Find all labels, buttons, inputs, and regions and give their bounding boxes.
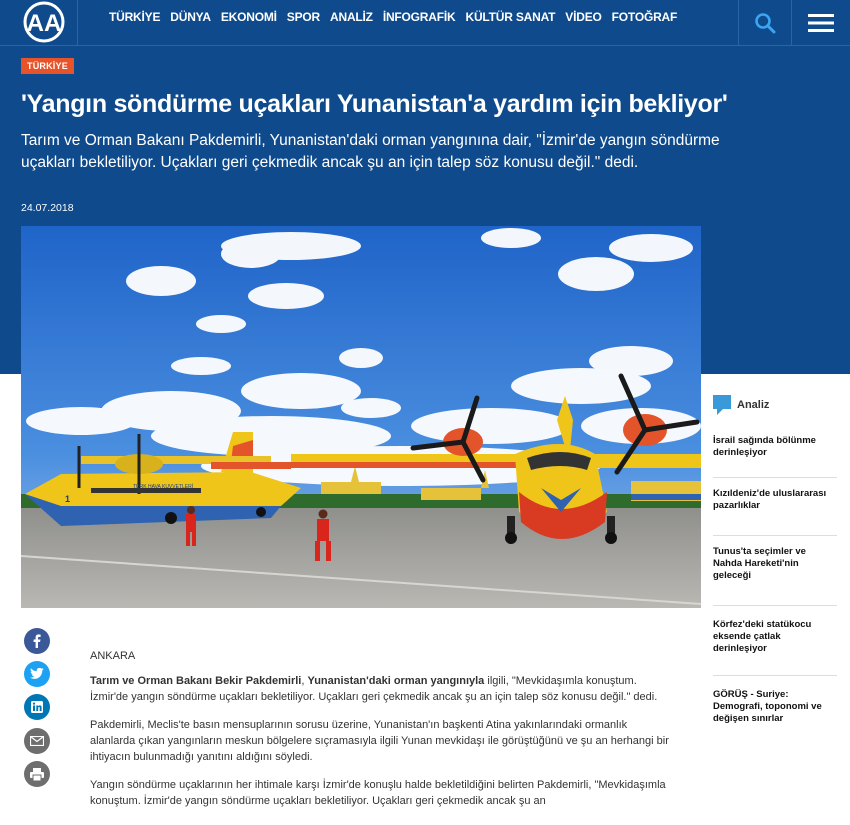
plane-number: 1 (65, 494, 71, 504)
email-icon (30, 736, 44, 746)
article-bold-text: Yunanistan'daki orman yangınıyla (307, 675, 485, 687)
article-city: ANKARA (90, 650, 136, 662)
sidebar-title: Analiz (737, 399, 770, 411)
nav-item-turkiye[interactable]: TÜRKİYE (109, 10, 161, 24)
linkedin-share-button[interactable] (24, 694, 50, 720)
analysis-sidebar (713, 390, 837, 736)
linkedin-icon (31, 701, 43, 713)
article-photo (21, 226, 701, 608)
aa-logo[interactable] (0, 0, 78, 46)
sidebar-item[interactable]: GÖRÜŞ - Suriye: Demografi, toponomi ve değişen sınırlar (713, 689, 822, 724)
hamburger-menu-icon (808, 13, 834, 33)
nav-item-ekonomi[interactable]: EKONOMİ (220, 10, 277, 24)
plane-label: TÜRK HAVA KUVVETLERİ (133, 484, 194, 490)
nav-item-video[interactable]: VİDEO (565, 10, 602, 24)
search-button[interactable] (738, 0, 790, 46)
nav-item-infografik[interactable]: İNFOGRAFİK (382, 10, 456, 24)
logo-text: AA (26, 10, 62, 37)
search-icon (754, 12, 776, 34)
twitter-icon (30, 668, 44, 680)
article-text: , (301, 675, 308, 687)
article-text: ilgili, "Mevkidaşımla konuştum. İzmir'de yangın söndürme uçakları bekletiliyor. Uçakları geri çekmedik ancak şu an için talep söz konusu değil." dedi. (90, 675, 658, 703)
article-body (90, 648, 675, 821)
article-paragraph: Yangın söndürme uçaklarının her ihtimale karşı İzmir'de konuşlu halde bekletildiğini belirten Pakdemirli, "Mevkidaşımla konuştum. İzmir'de yangın söndürme uçakları bekletiliyor. Uçakları geri çekmedik ancak şu an (90, 779, 666, 807)
article-paragraph: Pakdemirli, Meclis'te basın mensuplarının sorusu üzerine, Yunanistan'ın başkenti Atina yakınlarındaki ormanlık alanlarda çıkan yangınların meskun bölgelere sıçramasıyla ilgili Yunan mevkidaşı ile görüştüğünü ve şu an herhangi bir ihtiyacın bulunmadığı yanıtını aldığını söyledi. (90, 719, 669, 763)
sidebar-header[interactable] (713, 390, 837, 420)
article-lead: Tarım ve Orman Bakanı Pakdemirli, Yunanistan'daki orman yangınına dair, "İzmir'de yangın söndürme uçakları bekletiliyor. Uçakları geri çekmedik ancak şu an için talep söz konusu değil." dedi. (21, 132, 720, 171)
speech-bubble-icon (713, 395, 731, 415)
sidebar-item[interactable]: Tunus'ta seçimler ve Nahda Hareketi'nin geleceği (713, 536, 837, 606)
sidebar-item[interactable]: Kızıldeniz'de uluslararası pazarlıklar (713, 478, 837, 536)
nav-item-analiz[interactable]: ANALİZ (330, 10, 373, 24)
twitter-share-button[interactable] (24, 661, 50, 687)
category-badge[interactable]: TÜRKİYE (21, 58, 74, 74)
menu-button[interactable] (791, 0, 850, 46)
article-paragraph (90, 673, 675, 705)
article-bold-text: Tarım ve Orman Bakanı Bekir Pakdemirli (90, 675, 302, 687)
article-date: 24.07.2018 (21, 202, 74, 214)
article-headline: 'Yangın söndürme uçakları Yunanistan'a yardım için bekliyor' (21, 90, 728, 118)
nav-item-dunya[interactable]: DÜNYA (170, 10, 211, 24)
top-navigation-bar (0, 0, 850, 46)
print-button[interactable] (24, 761, 50, 787)
facebook-share-button[interactable] (24, 628, 50, 654)
sidebar-item[interactable]: İsrail sağında bölünme derinleşiyor (713, 420, 837, 478)
main-nav (109, 10, 687, 24)
sidebar-item[interactable]: Körfez'deki statükocu eksende çatlak derinleşiyor (713, 606, 837, 676)
nav-item-fotograf[interactable]: FOTOĞRAF (611, 10, 678, 24)
email-share-button[interactable] (24, 728, 50, 754)
nav-item-spor[interactable]: SPOR (286, 10, 321, 24)
print-icon (30, 768, 44, 781)
facebook-icon (31, 634, 43, 648)
nav-item-kultur-sanat[interactable]: KÜLTÜR SANAT (465, 10, 556, 24)
